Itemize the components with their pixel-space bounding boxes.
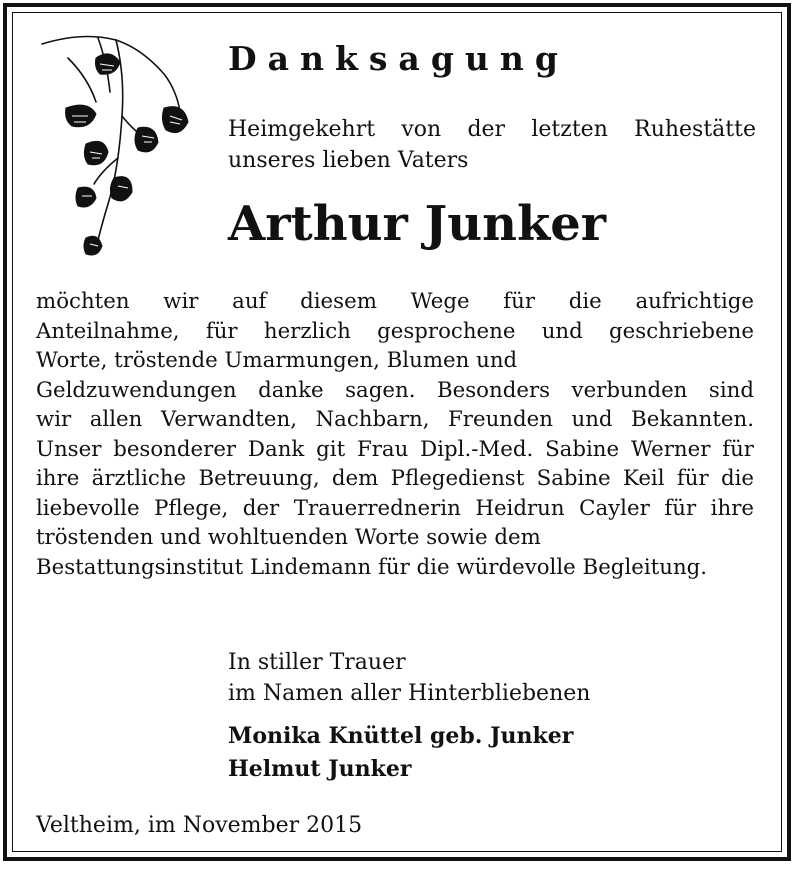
- body-line: Unser besonderer Dank git Frau Dipl.-Med. Sabine Werner für: [36, 436, 754, 462]
- body-line: ihre ärztliche Betreuung, dem Pflegedienst Sabine Keil für die: [36, 466, 754, 491]
- closing-line-1: In stiller Trauer: [228, 650, 406, 675]
- body-line: Worte, tröstende Umarmungen, Blumen und: [36, 348, 518, 373]
- deceased-name: Arthur Junker: [228, 196, 607, 252]
- signer-2: Helmut Junker: [228, 756, 412, 782]
- body-line: liebevolle Pflege, der Trauerrednerin Heidrun Cayler für ihre: [36, 495, 754, 521]
- intro-line-2: unseres lieben Vaters: [228, 148, 469, 173]
- signers: [228, 720, 573, 786]
- body-line: Anteilnahme, für herzlich gesprochene und geschriebene: [36, 318, 754, 344]
- body-line: Geldzuwendungen danke sagen. Besonders verbunden sind: [36, 377, 754, 403]
- body-line: wir allen Verwandten, Nachbarn, Freunden und Bekannten.: [36, 407, 754, 432]
- birch-branch-icon: [38, 28, 198, 264]
- page-title: Danksagung: [228, 39, 569, 78]
- intro-text: [228, 114, 756, 176]
- body-line: tröstenden und wohltuenden Worte sowie dem: [36, 525, 541, 550]
- signer-1: Monika Knüttel geb. Junker: [228, 723, 574, 749]
- body-text: [36, 287, 754, 582]
- closing-line-2: im Namen aller Hinterbliebenen: [228, 681, 591, 706]
- place-date: Veltheim, im November 2015: [36, 813, 363, 838]
- intro-line-1: Heimgekehrt von der letzten Ruhestätte: [228, 117, 756, 142]
- body-line: möchten wir auf diesem Wege für die aufrichtige: [36, 289, 754, 314]
- body-line: Bestattungsinstitut Lindemann für die würdevolle Begleitung.: [36, 554, 708, 580]
- closing-text: [228, 647, 590, 709]
